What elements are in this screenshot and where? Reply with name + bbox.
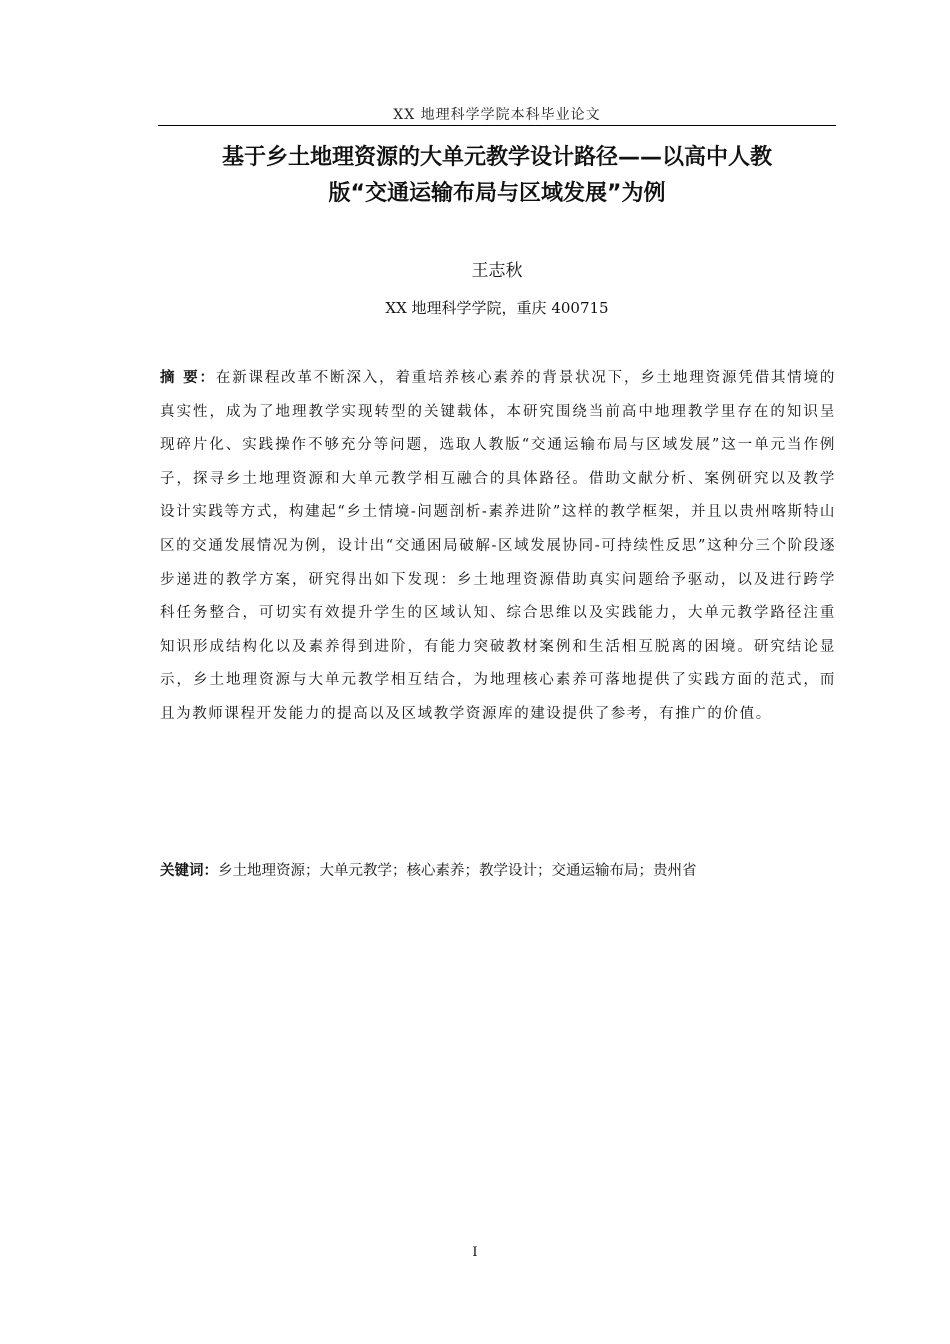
abstract-paragraph [160,361,836,732]
title-line-1: 基于乡土地理资源的大单元教学设计路径——以高中人教 [221,145,772,170]
abstract-text: 在新课程改革不断深入，着重培养核心素养的背景状况下，乡土地理资源凭借其情境的真实性，成为了地理教学实现转型的关键载体，本研究围绕当前高中地理教学里存在的知识呈现碎片化、实践操作不够充分等问题，选取人教版“交通运输布局与区域发展”这一单元当作例子，探寻乡土地理资源和大单元教学相互融合的具体路径。借助文献分析、案例研究以及教学设计实践等方式，构建起“乡土情境-问题剖析-素养进阶”这样的教学框架，并且以贵州喀斯特山区的交通发展情况为例，设计出“交通困局破解-区域发展协同-可持续性反思”这种分三个阶段逐步递进的教学方案，研究得出如下发现：乡土地理资源借助真实问题给予驱动，以及进行跨学科任务整合，可切实有效提升学生的区域认知、综合思维以及实践能力，大单元教学路径注重知识形成结构化以及素养得到进阶，有能力突破教材案例和生活相互脱离的困境。研究结论显示，乡土地理资源与大单元教学相互结合，为地理核心素养可落地提供了实践方面的范式，而且为教师课程开发能力的提高以及区域教学资源库的建设提供了参考，有推广的价值。 [160,370,837,722]
paper-title [150,140,844,212]
title-line-2: 版“交通运输布局与区域发展”为例 [328,181,666,206]
page-number: I [472,1245,478,1260]
header-divider [158,125,836,126]
running-header: XX 地理科学学院本科毕业论文 [393,107,601,123]
author-affiliation: XX 地理科学学院，重庆 400715 [385,299,609,317]
keywords-line [160,861,836,881]
keywords-text: 乡土地理资源；大单元教学；核心素养；教学设计；交通运输布局；贵州省 [218,863,697,879]
author-name: 王志秋 [471,261,523,281]
abstract-label: 摘 要： [160,369,216,386]
keywords-label: 关键词： [160,862,218,879]
